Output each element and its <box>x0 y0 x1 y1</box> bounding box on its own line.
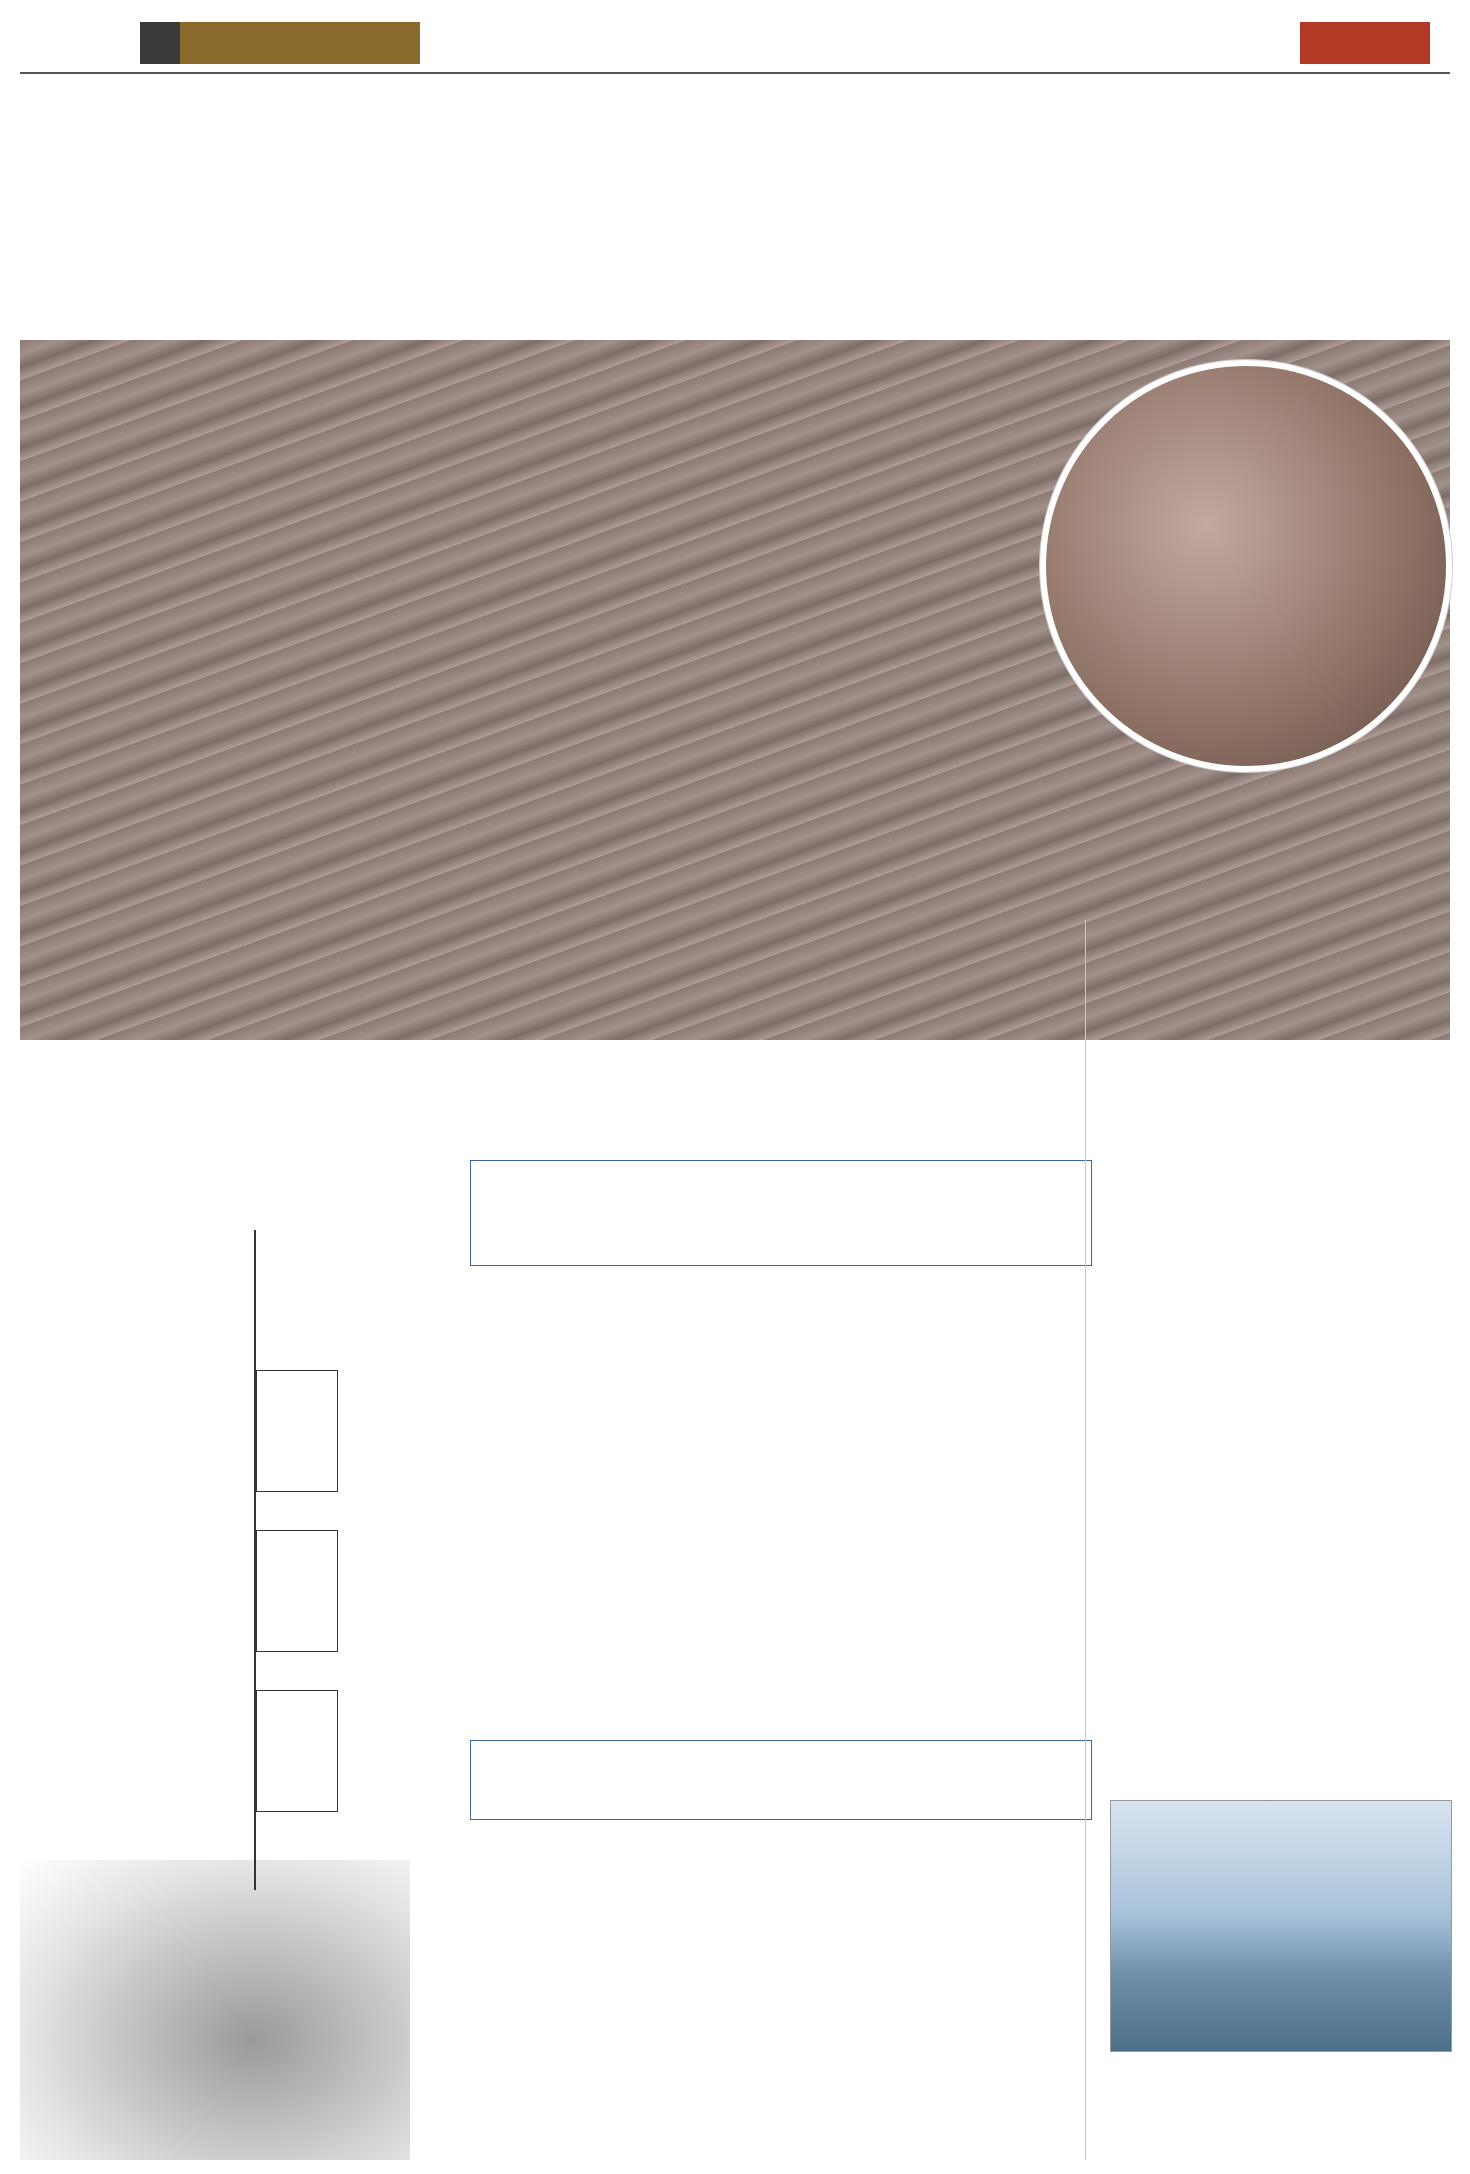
column-rule <box>1085 920 1086 2160</box>
section1-col1 <box>476 1280 731 1590</box>
section1-summary-box <box>470 1160 1092 1266</box>
dinosaur-sketch <box>20 1860 410 2160</box>
swim-trace-inset-photo <box>1040 360 1452 772</box>
section2-col1 <box>476 1840 731 2160</box>
paper-logo <box>140 22 180 64</box>
period-cretaceous <box>256 1690 338 1812</box>
header-rule <box>20 72 1450 74</box>
story-poem <box>30 1200 220 1400</box>
section-band <box>180 22 420 64</box>
period-triassic <box>256 1370 338 1492</box>
news-body <box>1110 1040 1440 1780</box>
period-jurassic <box>256 1530 338 1652</box>
classification-text <box>55 1480 225 1860</box>
swimming-dinosaur-illustration <box>1110 1800 1452 2052</box>
section2-col2 <box>758 1840 1013 2160</box>
section2-summary-box <box>470 1740 1092 1820</box>
section1-col2 <box>758 1280 1013 1590</box>
masthead-box <box>1300 22 1430 64</box>
